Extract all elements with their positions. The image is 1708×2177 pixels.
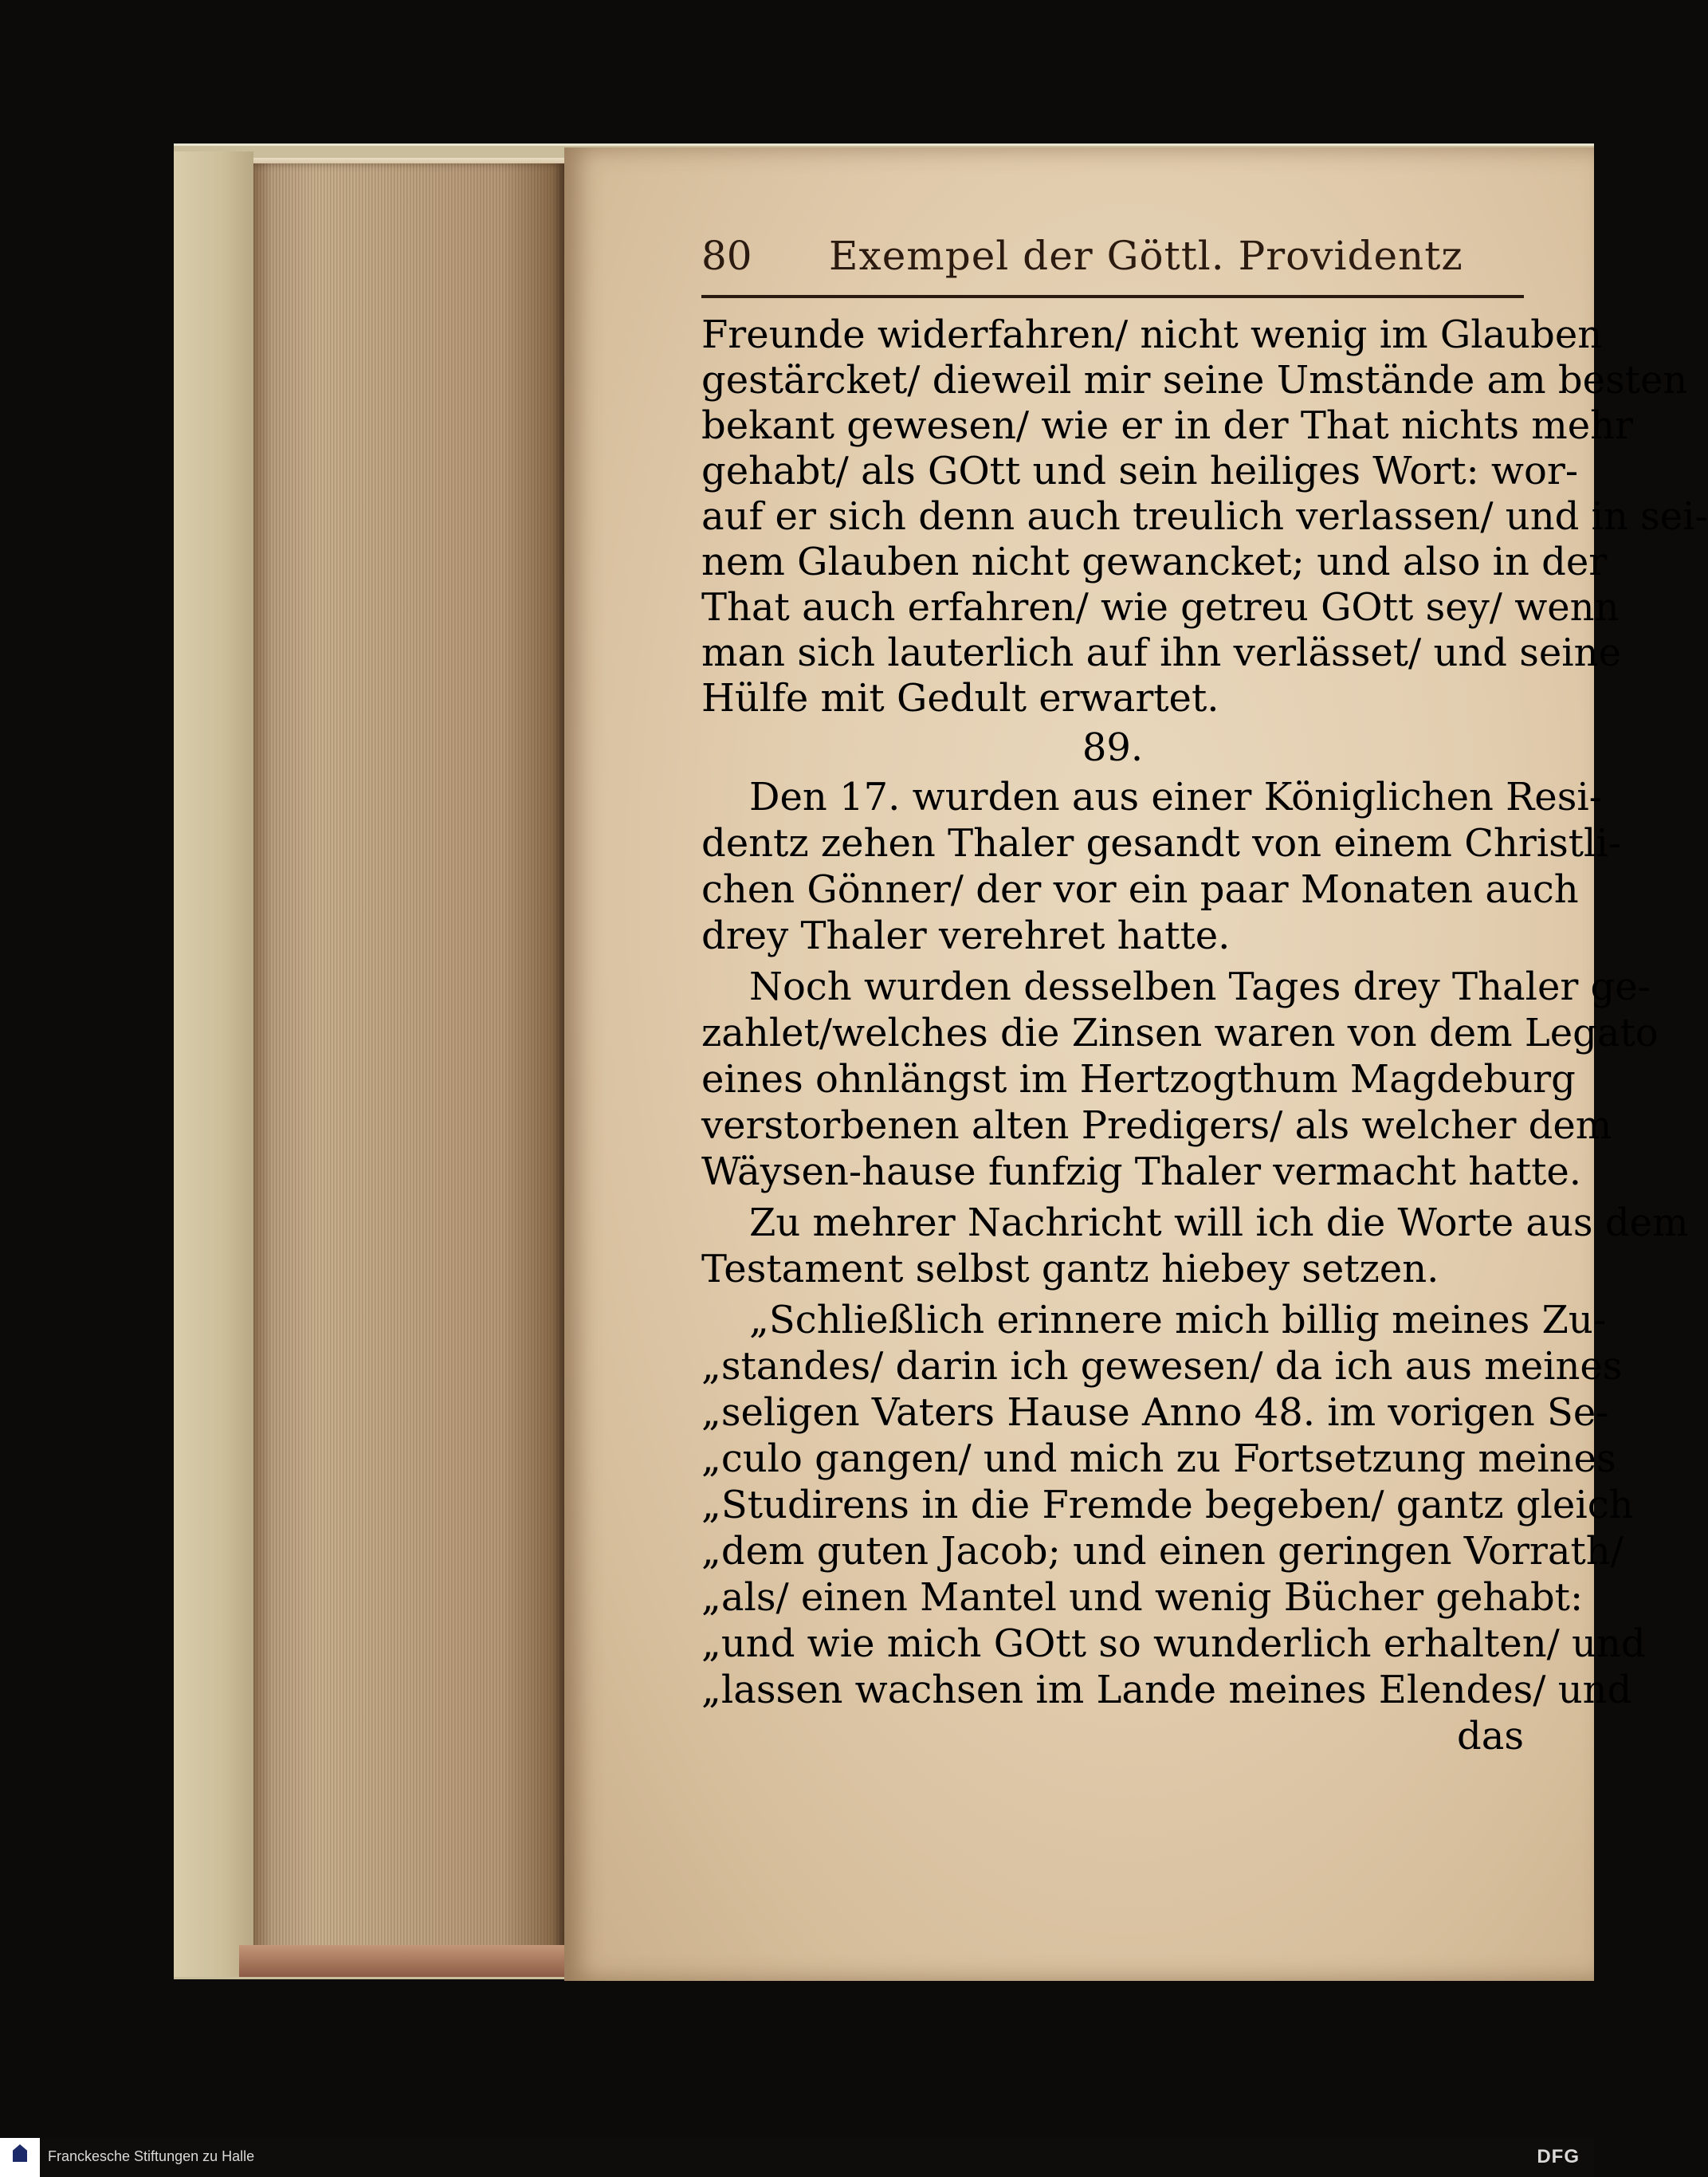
text-line: Freunde widerfahren/ nicht wenig im Glauben <box>701 312 1603 357</box>
text-line: „lassen wachsen im Lande meines Elendes/ und <box>701 1668 1632 1712</box>
text-line: gehabt/ als GOtt und sein heiliges Wort: wor- <box>701 449 1579 493</box>
text-line: „seligen Vaters Hause Anno 48. im vorigen Se- <box>701 1390 1609 1435</box>
text-line: nem Glauben nicht gewancket; und also in der <box>701 540 1608 584</box>
text-line: man sich lauterlich auf ihn verlässet/ und seine <box>701 631 1621 675</box>
text-line: Den 17. wurden aus einer Königlichen Resi- <box>749 775 1602 819</box>
building-icon <box>13 2144 27 2162</box>
text-line: Hülfe mit Gedult erwartet. <box>701 676 1219 721</box>
page-edges-stack <box>253 163 564 1961</box>
book-board-edge <box>174 151 253 1977</box>
text-line: drey Thaler verehret hatte. <box>701 914 1231 958</box>
text-line: Noch wurden desselben Tages drey Thaler ge- <box>749 965 1651 1009</box>
text-line: auf er sich denn auch treulich verlassen/ und in sei- <box>701 494 1708 539</box>
institution-logo <box>0 2138 40 2177</box>
text-line: „standes/ darin ich gewesen/ da ich aus meines <box>701 1344 1623 1389</box>
text-line: bekant gewesen/ wie er in der That nichts mehr <box>701 403 1633 448</box>
viewer-footer <box>0 2138 1594 2177</box>
text-line: eines ohnlängst im Hertzogthum Magdeburg <box>701 1057 1576 1102</box>
text-line: Wäysen-hause funfzig Thaler vermacht hatte. <box>701 1149 1582 1194</box>
page-number: 80 <box>701 233 752 279</box>
text-line: verstorbenen alten Predigers/ als welcher dem <box>701 1103 1612 1148</box>
header-rule <box>701 295 1524 298</box>
text-line: Zu mehrer Nachricht will ich die Worte aus dem <box>749 1200 1689 1245</box>
text-line: „dem guten Jacob; und einen geringen Vorrath/ <box>701 1529 1624 1574</box>
text-line: „und wie mich GOtt so wunderlich erhalten/ und <box>701 1621 1646 1666</box>
running-head: Exempel der Göttl. Providentz <box>829 233 1463 279</box>
section-number: 89. <box>1082 725 1144 770</box>
catchword: das <box>1457 1714 1524 1758</box>
text-line: That auch erfahren/ wie getreu GOtt sey/ wenn <box>701 585 1620 630</box>
text-line: „culo gangen/ und mich zu Fortsetzung meines <box>701 1436 1616 1481</box>
text-line: zahlet/welches die Zinsen waren von dem Legato <box>701 1011 1659 1055</box>
text-line: „als/ einen Mantel und wenig Bücher gehabt: <box>701 1575 1584 1620</box>
dfg-logo: DFG <box>1537 2146 1580 2167</box>
text-line: Testament selbst gantz hiebey setzen. <box>701 1247 1439 1291</box>
text-line: „Schließlich erinnere mich billig meines Zu- <box>749 1298 1607 1342</box>
text-line: „Studirens in die Fremde begeben/ gantz gleich <box>701 1483 1634 1527</box>
text-line: chen Gönner/ der vor ein paar Monaten auch <box>701 867 1579 912</box>
text-line: dentz zehen Thaler gesandt von einem Christli- <box>701 821 1621 866</box>
text-line: gestärcket/ dieweil mir seine Umstände am besten <box>701 358 1688 403</box>
page-header <box>701 233 1522 289</box>
institution-name: Franckesche Stiftungen zu Halle <box>48 2148 255 2164</box>
